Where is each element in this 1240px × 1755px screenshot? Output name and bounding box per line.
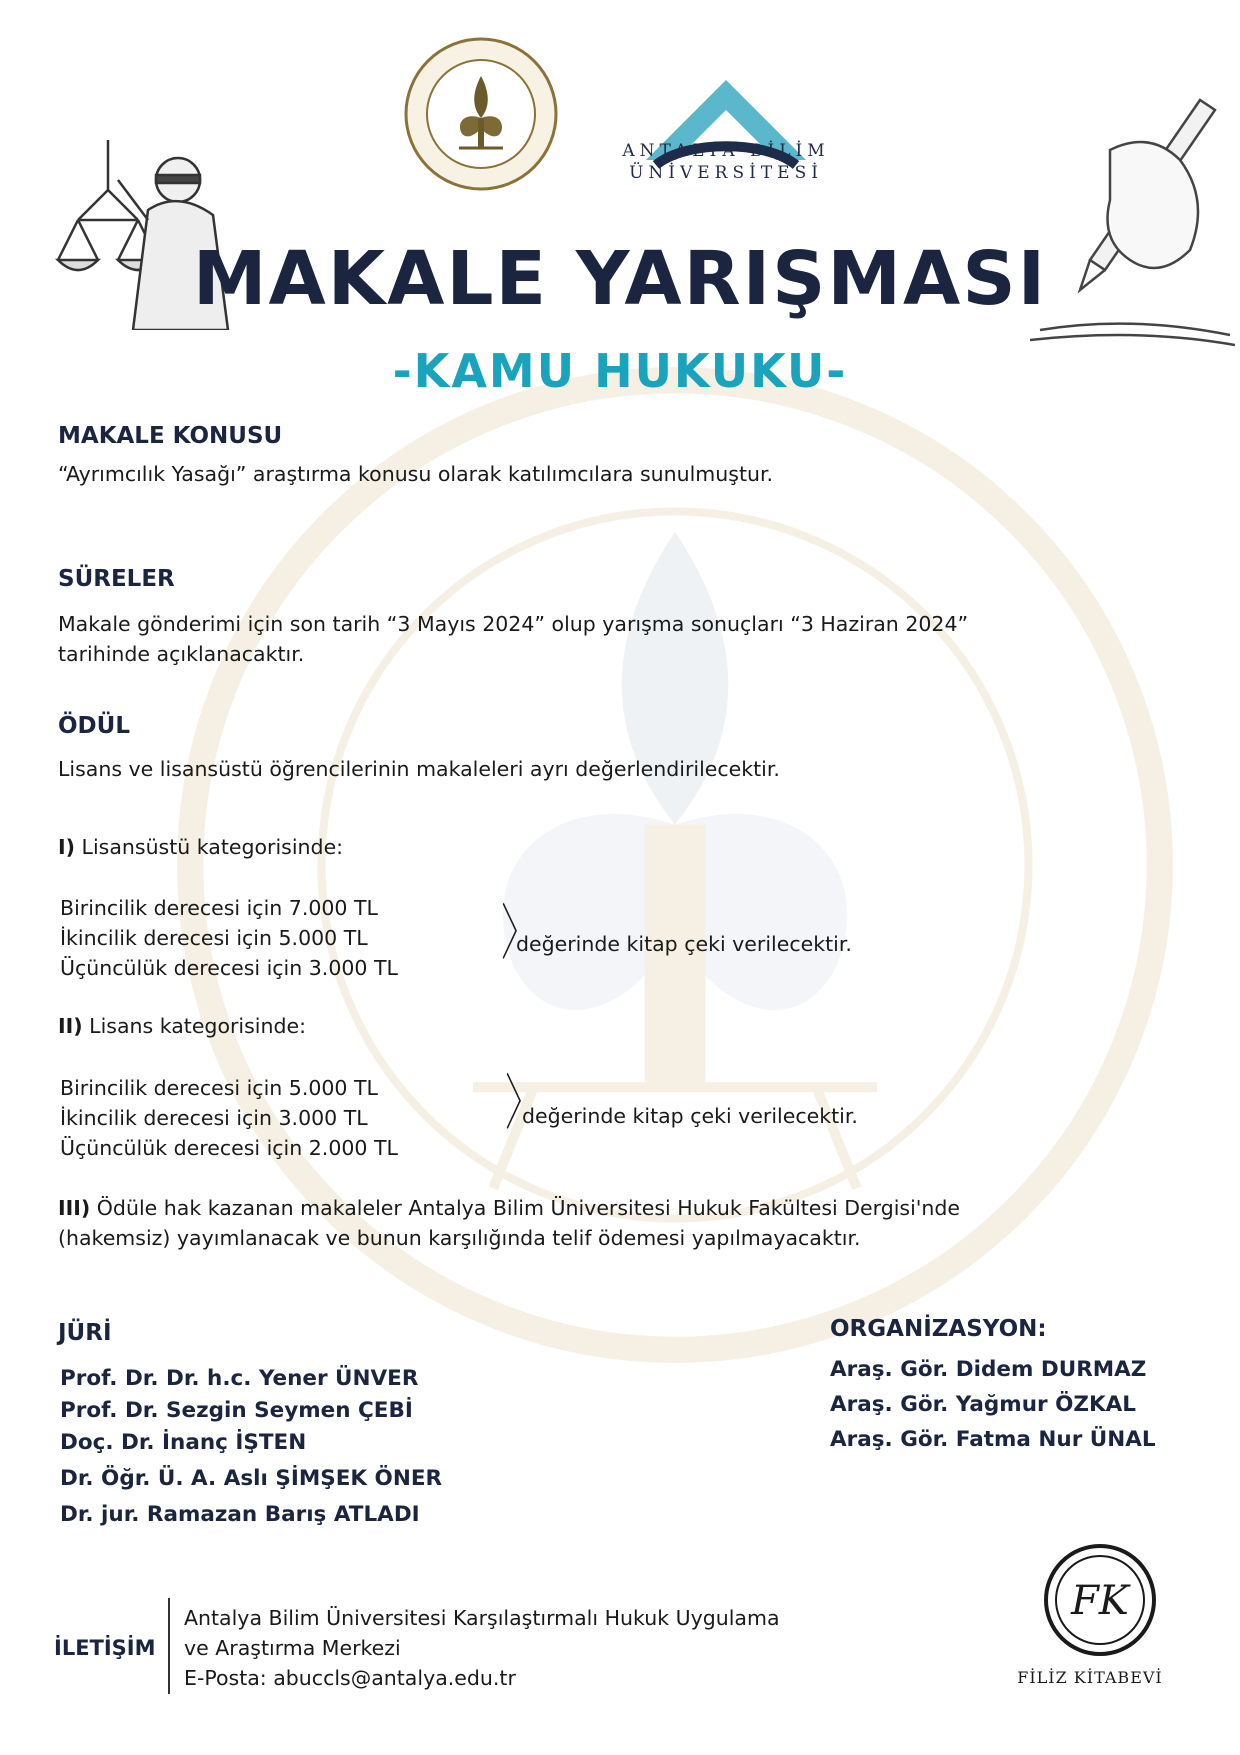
category2-item: İkincilik derecesi için 3.000 TL (60, 1106, 368, 1130)
topic-heading: MAKALE KONUSU (58, 423, 283, 449)
category1-brace: 〉 (501, 899, 535, 969)
organization-member: Araş. Gör. Yağmur ÖZKAL (830, 1392, 1136, 1417)
university-name-line2: ÜNİVERSİTESİ (629, 163, 823, 183)
topic-text: “Ayrımcılık Yasağı” araştırma konusu olarak katılımcılara sunulmuştur. (58, 462, 774, 486)
subtitle: -KAMU HUKUKU- (392, 344, 848, 398)
jury-member: Prof. Dr. Dr. h.c. Yener ÜNVER (60, 1366, 419, 1391)
category2-list (60, 1073, 398, 1163)
deadlines-heading: SÜRELER (58, 566, 175, 592)
organization-member: Araş. Gör. Fatma Nur ÜNAL (830, 1427, 1156, 1452)
category2-title (58, 1011, 306, 1041)
category3-marker: III) (58, 1196, 91, 1220)
category1-note: değerinde kitap çeki verilecektir. (516, 932, 852, 956)
main-title: MAKALE YARIŞMASI (192, 236, 1048, 322)
organization-heading: ORGANİZASYON: (830, 1316, 1047, 1342)
center-seal-logo (403, 36, 559, 192)
contact-line2: ve Araştırma Merkezi (184, 1636, 401, 1660)
award-intro: Lisans ve lisansüstü öğrencilerinin makaleleri ayrı değerlendirilecektir. (58, 757, 780, 781)
award-heading: ÖDÜL (58, 713, 130, 739)
university-name-line1: ANTALYA BİLİM (622, 141, 830, 161)
category1-marker: I) (58, 835, 75, 859)
organization-member: Araş. Gör. Didem DURMAZ (830, 1357, 1147, 1382)
category1-item: Birincilik derecesi için 7.000 TL (60, 896, 378, 920)
category2-marker: II) (58, 1014, 83, 1038)
jury-list (60, 1363, 442, 1531)
category2-note: değerinde kitap çeki verilecektir. (522, 1104, 858, 1128)
category1-title (58, 832, 343, 862)
filiz-logo-mark: FK (1071, 1578, 1129, 1624)
category3-line2: (hakemsiz) yayımlanacak ve bunun karşılığında telif ödemesi yapılmayacaktır. (58, 1226, 861, 1250)
contact-line1: Antalya Bilim Üniversitesi Karşılaştırmalı Hukuk Uygulama (184, 1606, 780, 1630)
contact-block (184, 1603, 780, 1693)
contact-divider (168, 1598, 170, 1694)
category1-label: Lisansüstü kategorisinde: (81, 835, 344, 859)
category2-brace: 〉 (505, 1069, 539, 1139)
filiz-kitabevi-logo (1040, 1540, 1160, 1660)
jury-member: Doç. Dr. İnanç İŞTEN (60, 1430, 307, 1455)
jury-member: Prof. Dr. Sezgin Seymen ÇEBİ (60, 1398, 413, 1423)
category2-item: Üçüncülük derecesi için 2.000 TL (60, 1136, 398, 1160)
contact-email[interactable]: E-Posta: abuccls@antalya.edu.tr (184, 1666, 516, 1690)
category3-text: Ödüle hak kazanan makaleler Antalya Bilim Üniversitesi Hukuk Fakültesi Dergisi'nde (96, 1196, 961, 1220)
university-name (606, 140, 846, 184)
jury-member: Dr. Öğr. Ü. A. Aslı ŞİMŞEK ÖNER (60, 1466, 443, 1491)
contact-heading: İLETİŞİM (54, 1636, 156, 1660)
jury-member: Dr. jur. Ramazan Barış ATLADI (60, 1502, 420, 1527)
category3-line1 (58, 1193, 1188, 1223)
organization-list (830, 1352, 1156, 1457)
deadlines-text-line1: Makale gönderimi için son tarih “3 Mayıs 2024” olup yarışma sonuçları “3 Haziran 2024” (58, 612, 969, 636)
category1-list (60, 893, 398, 983)
filiz-kitabevi-name: FİLİZ KİTABEVİ (1017, 1668, 1163, 1687)
category2-label: Lisans kategorisinde: (89, 1014, 307, 1038)
category1-item: İkincilik derecesi için 5.000 TL (60, 926, 368, 950)
category1-item: Üçüncülük derecesi için 3.000 TL (60, 956, 398, 980)
category2-item: Birincilik derecesi için 5.000 TL (60, 1076, 378, 1100)
deadlines-text-line2: tarihinde açıklanacaktır. (58, 642, 305, 666)
jury-heading: JÜRİ (58, 1320, 112, 1346)
